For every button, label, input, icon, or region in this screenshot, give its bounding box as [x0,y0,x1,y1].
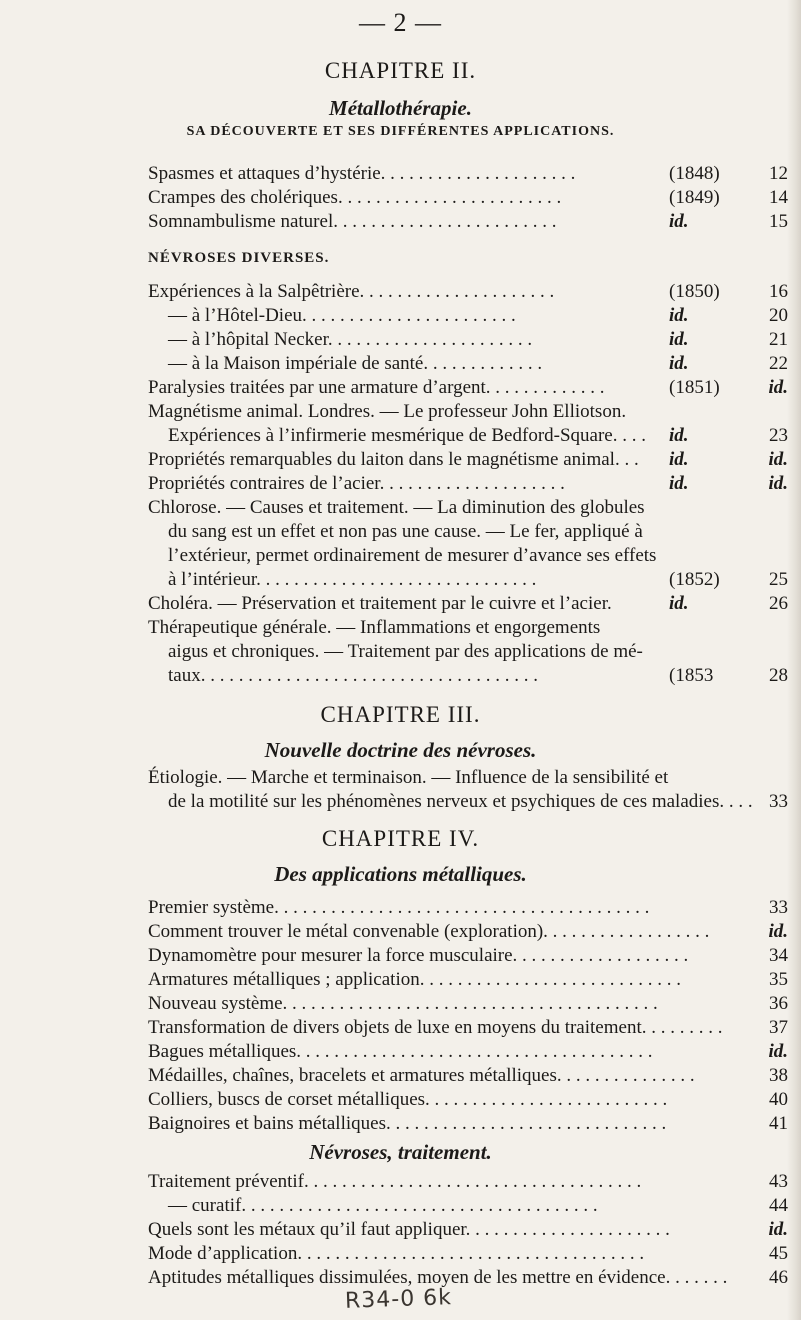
entry-page: id. [768,921,788,942]
entry-text: Choléra. — Préservation et traitement par le cuivre et l’acier. [148,593,612,614]
entry-text: Médailles, chaînes, bracelets et armatures métalliques. . . . . . . . . . . . . . . [148,1065,695,1086]
toc-entry [148,376,788,400]
entry-page: 14 [769,187,788,208]
entry-text: Propriétés remarquables du laiton dans le magnétisme animal. . . [148,449,639,470]
entry-page: 26 [769,593,788,614]
entry-text: Propriétés contraires de l’acier. . . . . . . . . . . . . . . . . . . . [148,473,565,494]
entry-text: Expériences à l’infirmerie mesmérique de Bedford-Square. . . . [168,425,646,446]
entry-page: 34 [769,945,788,966]
entry-text: Somnambulisme naturel. . . . . . . . . . . . . . . . . . . . . . . . [148,211,557,232]
chapter-4-subsection: Névroses, traitement. [309,1140,492,1164]
toc-entry [148,186,788,210]
entry-page: 20 [769,305,788,326]
entry-text: Expériences à la Salpêtrière. . . . . . . . . . . . . . . . . . . . . [148,281,555,302]
entry-date: (1848) [669,163,720,184]
entry-page: 38 [769,1065,788,1086]
chapter-4-subtitle: Des applications métalliques. [274,862,527,886]
entry-date: id. [669,593,689,614]
entry-page: 23 [769,425,788,446]
entry-date: id. [669,449,689,470]
entry-page: 44 [769,1195,788,1216]
chapter-3-title: CHAPITRE III. [320,702,481,727]
magnetisme-heading: Magnétisme animal. Londres. — Le professeur John Elliotson. [148,401,627,422]
entry-text: Armatures métalliques ; application. . . . . . . . . . . . . . . . . . . . . . . . . . . . [148,969,681,990]
entry-page: 35 [769,969,788,990]
entry-text: Dynamomètre pour mesurer la force musculaire. . . . . . . . . . . . . . . . . . . [148,945,689,966]
entry-date: (1850) [669,281,720,302]
entry-text: Premier système. . . . . . . . . . . . . . . . . . . . . . . . . . . . . . . . . . . . . . . . [148,897,650,918]
entry-text: — à l’Hôtel-Dieu. . . . . . . . . . . . . . . . . . . . . . . [168,305,516,326]
entry-date: (1853 [669,665,714,686]
entry-page: id. [768,377,788,398]
entry-date: (1849) [669,187,720,208]
entry-date: id. [669,329,689,350]
entry-text: Crampes des cholériques. . . . . . . . . . . . . . . . . . . . . . . . [148,187,562,208]
entry-page: 21 [769,329,788,350]
chapter-2-title: CHAPITRE II. [324,58,477,83]
entry-page: 40 [769,1089,788,1110]
toc-entry [148,328,788,352]
toc-entry [148,210,788,234]
entry-text: — à l’hôpital Necker. . . . . . . . . . . . . . . . . . . . . . [168,329,533,350]
entry-text: Spasmes et attaques d’hystérie. . . . . . . . . . . . . . . . . . . . . [148,163,576,184]
entry-date: id. [669,305,689,326]
entry-date: id. [669,425,689,446]
entry-text: Bagues métalliques. . . . . . . . . . . . . . . . . . . . . . . . . . . . . . . . . . . . . . [148,1041,653,1062]
toc-entry [148,568,788,592]
chapter-4-title: CHAPITRE IV. [321,826,480,851]
entry-text: Transformation de divers objets de luxe en moyens du traitement. . . . . . . . . [148,1017,723,1038]
toc-entry [148,280,788,304]
entry-text: à l’intérieur. . . . . . . . . . . . . . . . . . . . . . . . . . . . . . [168,569,537,590]
toc-entry [148,304,788,328]
entry-text: de la motilité sur les phénomènes nerveux et psychiques de ces maladies. . . . [168,791,753,812]
toc-entry [148,352,788,376]
toc-entry [148,448,788,472]
toc-entry [148,162,788,186]
entry-text: Comment trouver le métal convenable (exploration). . . . . . . . . . . . . . . . . . [148,921,710,942]
entry-page: 33 [769,791,788,812]
entry-text: Nouveau système. . . . . . . . . . . . . . . . . . . . . . . . . . . . . . . . . . . . . . . . [148,993,658,1014]
entry-page: 25 [769,569,788,590]
entry-text: Baignoires et bains métalliques. . . . . . . . . . . . . . . . . . . . . . . . . . . . . . [148,1113,667,1134]
entry-page: 12 [769,163,788,184]
chlorose-line: l’extérieur, permet ordinairement de mesurer d’avance ses effets [168,545,657,566]
entry-page: 41 [769,1113,788,1134]
entry-date: id. [669,353,689,374]
toc-entry [148,592,788,616]
toc-entry [148,664,788,688]
entry-page: 28 [769,665,788,686]
chapter-2-subtitle: Métallothérapie. [329,96,472,120]
section-heading-nevroses: NÉVROSES DIVERSES. [148,250,330,266]
entry-text: taux. . . . . . . . . . . . . . . . . . . . . . . . . . . . . . . . . . . . [168,665,538,686]
entry-page: 16 [769,281,788,302]
chapter-2-subheading: SA DÉCOUVERTE ET SES DIFFÉRENTES APPLICATIONS. [186,124,615,139]
entry-page: id. [768,449,788,470]
entry-page: 37 [769,1017,788,1038]
entry-date: id. [669,211,689,232]
entry-page: 22 [769,353,788,374]
chapter-3-subtitle: Nouvelle doctrine des névroses. [264,738,537,762]
therapeutique-line: Thérapeutique générale. — Inflammations et engorgements [148,617,601,638]
entry-page: 15 [769,211,788,232]
entry-page: id. [768,473,788,494]
entry-page: id. [768,1219,788,1240]
entry-date: (1852) [669,569,720,590]
entry-page: 46 [769,1267,788,1288]
entry-page: 43 [769,1171,788,1192]
entry-text: — à la Maison impériale de santé. . . . . . . . . . . . . [168,353,543,374]
entry-text: Paralysies traitées par une armature d’argent. . . . . . . . . . . . . [148,377,605,398]
entry-text: — curatif. . . . . . . . . . . . . . . . . . . . . . . . . . . . . . . . . . . . . . [168,1195,598,1216]
entry-text: Mode d’application. . . . . . . . . . . . . . . . . . . . . . . . . . . . . . . . . . . . . [148,1243,645,1264]
entry-date: id. [669,473,689,494]
toc-entry [148,472,788,496]
entry-page: id. [768,1041,788,1062]
entry-date: (1851) [669,377,720,398]
entry-text: Colliers, buscs de corset métalliques. . . . . . . . . . . . . . . . . . . . . . . . . . [148,1089,668,1110]
chlorose-line: du sang est un effet et non pas une cause. — Le fer, appliqué à [168,521,643,542]
entry-text: Quels sont les métaux qu’il faut appliquer. . . . . . . . . . . . . . . . . . . . . . [148,1219,670,1240]
page-number: — 2 — [359,8,442,37]
therapeutique-line: aigus et chroniques. — Traitement par des applications de mé- [168,641,643,662]
library-stamp: R34-0 6k [344,1285,453,1314]
entry-text: Traitement préventif. . . . . . . . . . . . . . . . . . . . . . . . . . . . . . . . . . . . [148,1171,642,1192]
entry-text: Aptitudes métalliques dissimulées, moyen de les mettre en évidence. . . . . . . [148,1267,728,1288]
chapter-3-line: Étiologie. — Marche et terminaison. — Influence de la sensibilité et [148,767,669,788]
entry-page: 33 [769,897,788,918]
entry-page: 36 [769,993,788,1014]
chlorose-line: Chlorose. — Causes et traitement. — La diminution des globules [148,497,645,518]
toc-entry [148,424,788,448]
entry-page: 45 [769,1243,788,1264]
